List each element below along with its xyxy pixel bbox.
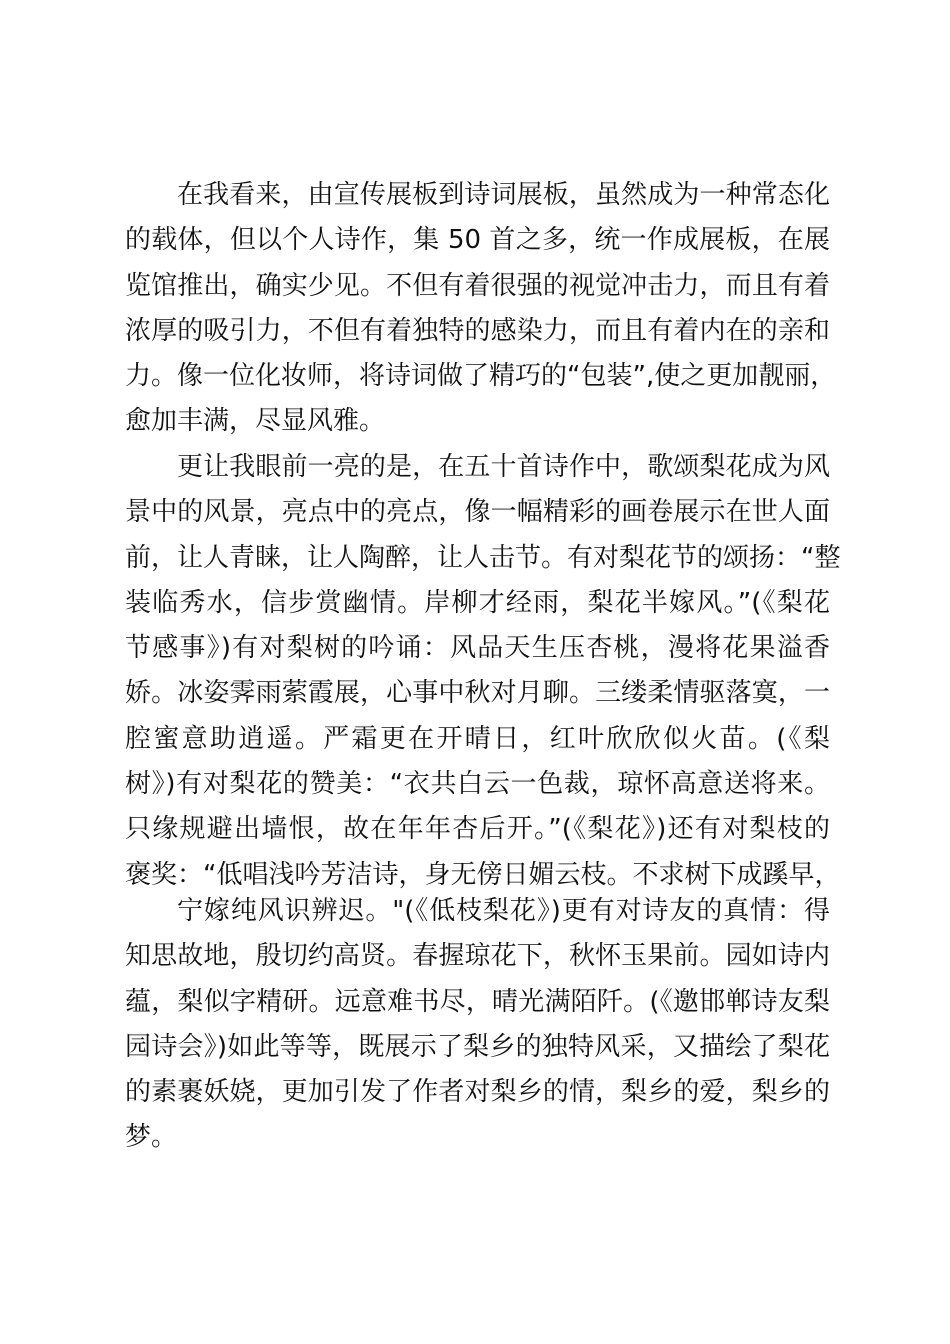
text-line: 愈加丰满，尽显风雅。 (125, 406, 386, 437)
text-line: 蕴，梨似字精研。远意难书尽，晴光满陌阡。(《邀邯郸诗友梨 (125, 986, 830, 1017)
text-line: 的载体，但以个人诗作，集 50 首之多，统一作成展板，在展 (125, 225, 830, 256)
text-line: 知思故地，殷切约高贤。春握琼花下，秋怀玉果前。园如诗内 (125, 941, 830, 972)
text-line: 梦。 (125, 1122, 178, 1153)
text-line: 浓厚的吸引力，不但有着独特的感染力，而且有着内在的亲和 (125, 315, 830, 346)
text-line: 宁嫁纯风识辨迟。"(《低枝梨花》)更有对诗友的真情：得 (177, 896, 830, 926)
text-line: 览馆推出，确实少见。不但有着很强的视觉冲击力，而且有着 (125, 270, 830, 301)
text-line: 娇。冰姿霁雨萦霞展，心事中秋对月聊。三缕柔情驱落寞，一 (125, 678, 830, 709)
paragraph-2 (125, 445, 841, 898)
text-line: 景中的风景，亮点中的亮点，像一幅精彩的画卷展示在世人面 (125, 497, 830, 528)
paragraph-3 (125, 889, 830, 1161)
text-line: 树》)有对梨花的赞美：“衣共白云一色裁，琼怀高意送将来。 (125, 769, 830, 800)
text-line: 褒奖：“低唱浅吟芳洁诗，身无傍日媚云枝。不求树下成蹊早， (125, 859, 841, 890)
text-line: 的素裹妖娆，更加引发了作者对梨乡的情，梨乡的爱，梨乡的 (125, 1077, 830, 1108)
text-line: 园诗会》)如此等等，既展示了梨乡的独特风采，又描绘了梨花 (125, 1031, 830, 1062)
text-line: 更让我眼前一亮的是，在五十首诗作中，歌颂梨花成为风 (177, 452, 830, 482)
text-line: 前，让人青睐，让人陶醉，让人击节。有对梨花节的颂扬：“整 (125, 542, 841, 573)
text-line: 在我看来，由宣传展板到诗词展板，虽然成为一种常态化 (177, 180, 830, 210)
text-line: 节感事》)有对梨树的吟诵：风品天生压杏桃，漫将花果溢香 (125, 633, 830, 664)
text-line: 装临秀水，信步赏幽情。岸柳才经雨，梨花半嫁风。”(《梨花 (125, 587, 830, 618)
paragraph-1 (125, 173, 837, 445)
text-line: 力。像一位化妆师，将诗词做了精巧的“包装”,使之更加靓丽， (125, 361, 837, 392)
text-line: 只缘规避出墙恨，故在年年杏后开。”(《梨花》)还有对梨枝的 (125, 814, 830, 845)
text-line: 腔蜜意助逍遥。严霜更在开晴日，红叶欣欣似火苗。(《梨 (125, 723, 830, 754)
